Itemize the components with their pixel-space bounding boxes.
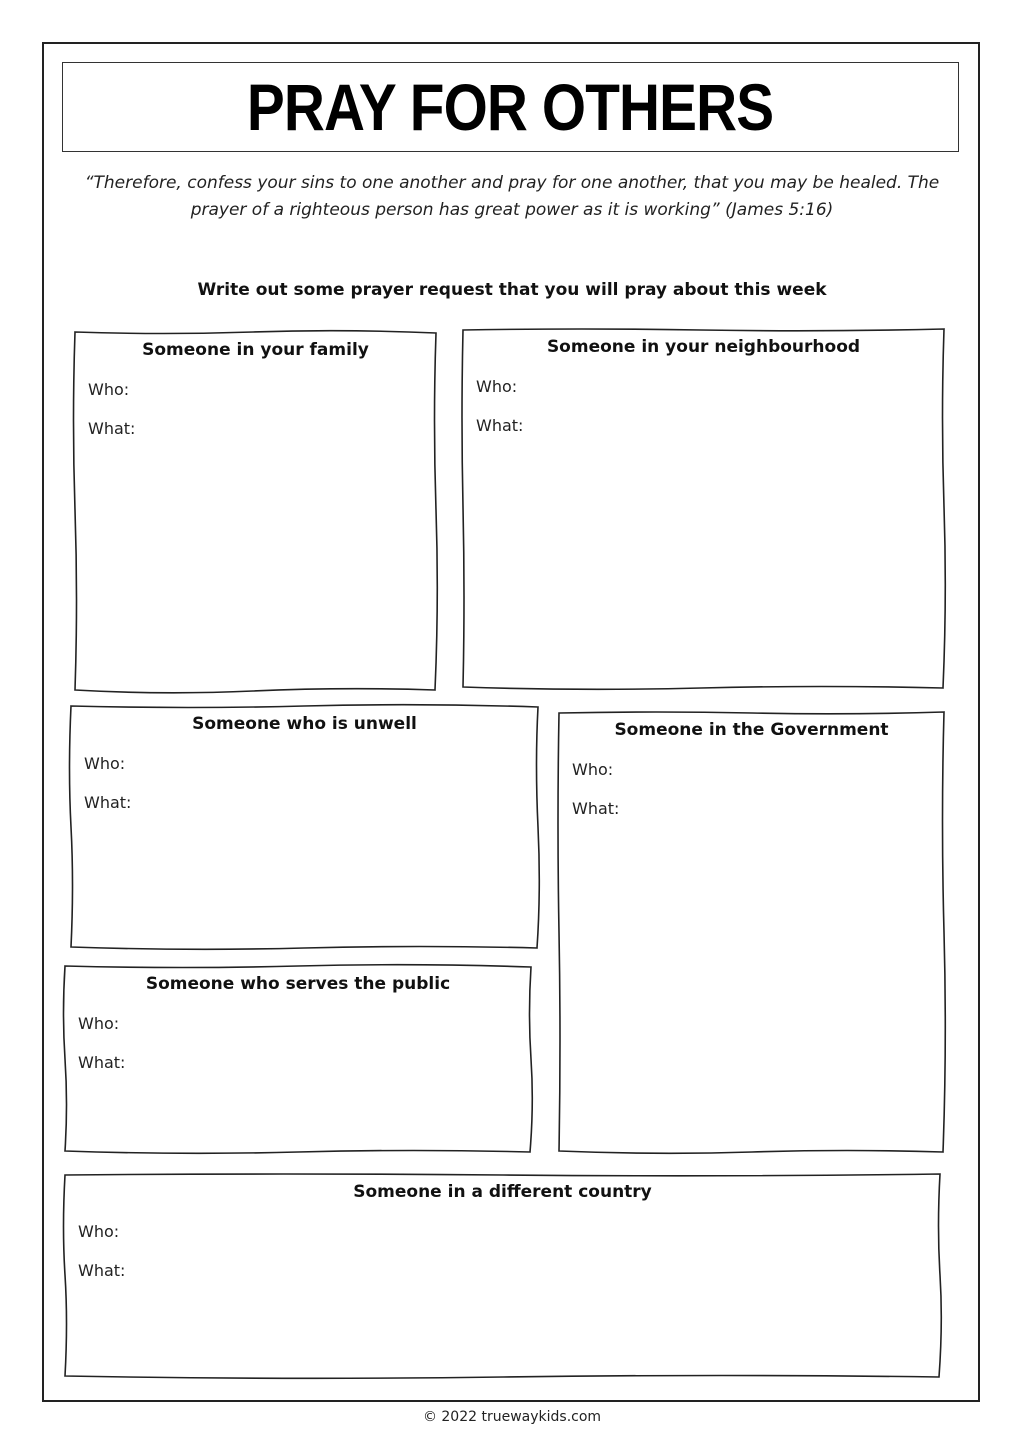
what-label: What:	[88, 419, 136, 438]
who-label: Who:	[476, 377, 518, 396]
box-heading: Someone who is unwell	[192, 714, 417, 734]
who-label: Who:	[78, 1222, 120, 1241]
page-title: PRAY FOR OTHERS	[247, 70, 774, 144]
who-label: Who:	[78, 1014, 120, 1033]
instruction-text: Write out some prayer request that you will pray about this week	[197, 280, 827, 300]
what-label: What:	[84, 793, 132, 812]
what-label: What:	[78, 1261, 126, 1280]
box-frame	[557, 710, 946, 1154]
box-heading: Someone who serves the public	[145, 974, 451, 994]
box-heading: Someone in the Government	[614, 720, 889, 740]
box-heading: Someone in a different country	[353, 1182, 652, 1202]
title-box	[62, 62, 959, 152]
prayer-box-neighbourhood[interactable]	[461, 327, 946, 690]
prayer-box-different-country[interactable]	[63, 1172, 942, 1379]
prayer-box-public[interactable]	[63, 964, 533, 1154]
box-heading: Someone in your family	[142, 340, 369, 360]
box-frame	[461, 327, 946, 690]
what-label: What:	[476, 416, 524, 435]
who-label: Who:	[88, 380, 130, 399]
bible-quote: “Therefore, confess your sins to one another and pray for one another, that you may be healed. The prayer of a righteous person has great power as it is working” (James 5:16)	[84, 173, 940, 220]
what-label: What:	[572, 799, 620, 818]
box-heading: Someone in your neighbourhood	[546, 337, 861, 357]
what-label: What:	[78, 1053, 126, 1072]
prayer-box-unwell[interactable]	[69, 704, 540, 950]
box-frame	[63, 1172, 942, 1379]
who-label: Who:	[572, 760, 614, 779]
copyright-footer: © 2022 truewaykids.com	[422, 1409, 602, 1425]
prayer-box-family[interactable]	[73, 330, 438, 692]
who-label: Who:	[84, 754, 126, 773]
prayer-box-government[interactable]	[557, 710, 946, 1154]
box-frame	[69, 704, 540, 950]
